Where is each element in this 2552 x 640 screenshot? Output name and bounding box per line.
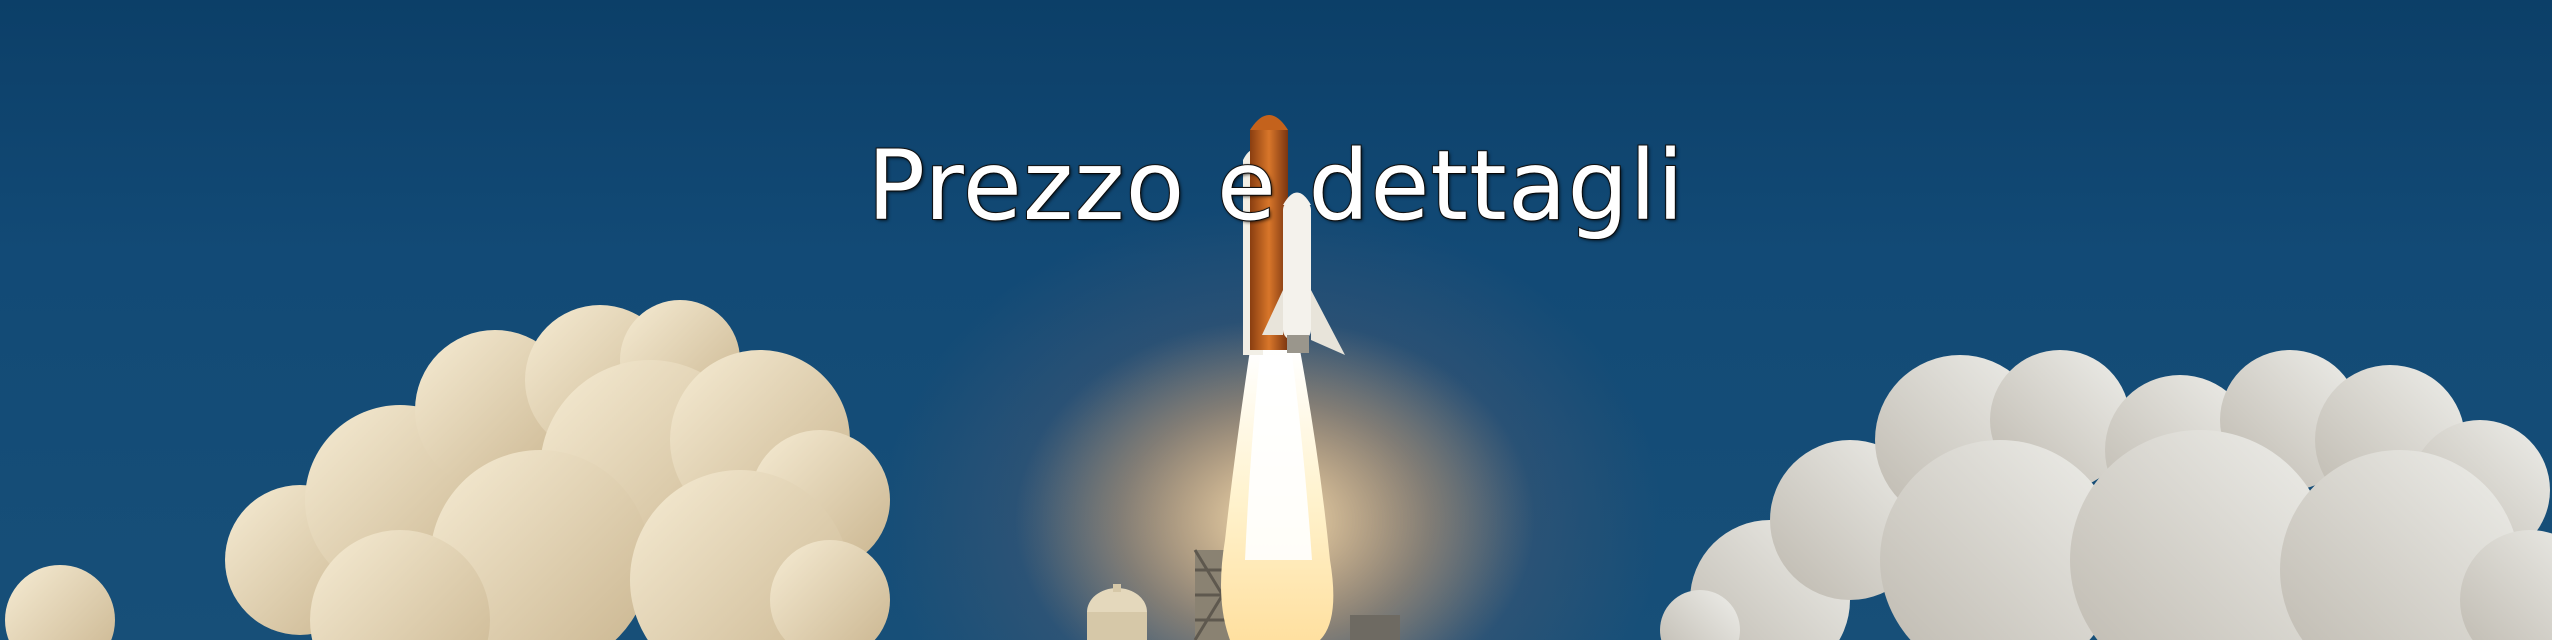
left-smoke-cloud (5, 300, 890, 640)
right-smoke-cloud (1660, 350, 2552, 640)
hero-title: Prezzo e dettagli (867, 130, 1685, 242)
